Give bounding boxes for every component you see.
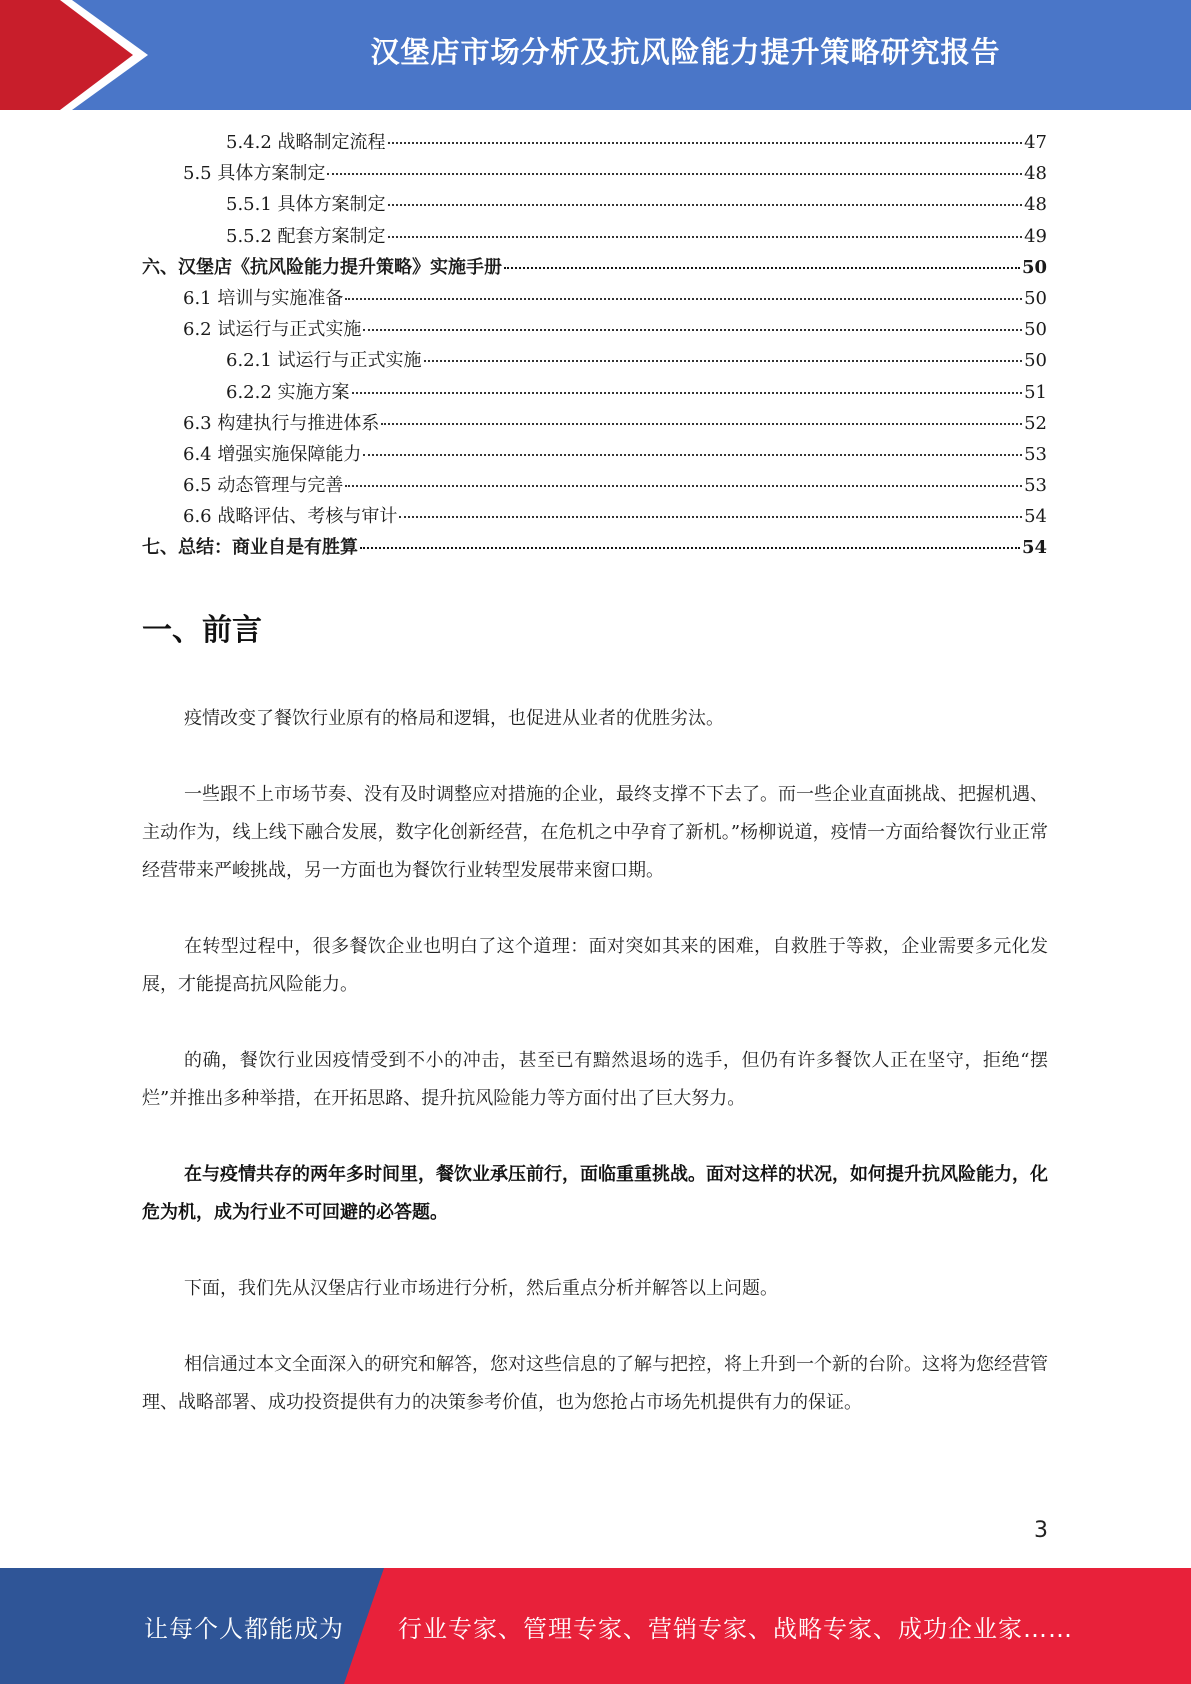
- toc-leader-dots: [388, 204, 1023, 206]
- toc-leader-dots: [345, 485, 1022, 487]
- toc-entry[interactable]: [142, 222, 1047, 253]
- toc-entry[interactable]: [142, 409, 1047, 440]
- toc-entry-page: 47: [1024, 132, 1047, 153]
- toc-entry[interactable]: [142, 284, 1047, 315]
- toc-entry-page: 52: [1024, 412, 1047, 434]
- toc-entry[interactable]: [142, 378, 1047, 409]
- toc-leader-dots: [363, 329, 1022, 331]
- toc-entry[interactable]: [142, 253, 1047, 284]
- body-paragraph: 一些跟不上市场节奏、没有及时调整应对措施的企业，最终支撑不下去了。而一些企业直面挑战、把握机遇、主动作为，线上线下融合发展，数字化创新经营，在危机之中孕育了新机。”杨柳说道，疫情一方面给餐饮行业正常经营带来严峻挑战，另一方面也为餐饮行业转型发展带来窗口期。: [142, 784, 1048, 881]
- toc-entry[interactable]: [142, 440, 1047, 471]
- toc-entry-label: 5.5.1 具体方案制定: [226, 194, 386, 216]
- table-of-contents: [142, 128, 1047, 565]
- toc-entry-label: 6.5 动态管理与完善: [183, 475, 344, 497]
- toc-entry-label: 6.4 增强实施保障能力: [183, 443, 362, 465]
- toc-leader-dots: [388, 142, 1023, 144]
- body-paragraph: 疫情改变了餐饮行业原有的格局和逻辑，也促进从业者的优胜劣汰。: [184, 708, 724, 729]
- toc-entry-label: 6.1 培训与实施准备: [183, 287, 344, 309]
- page-header: [0, 0, 1191, 110]
- toc-entry-label: 5.5.2 配套方案制定: [226, 225, 386, 247]
- toc-entry-label: 6.6 战略评估、考核与审计: [183, 506, 398, 528]
- toc-leader-dots: [399, 516, 1022, 518]
- toc-entry[interactable]: [142, 502, 1047, 533]
- footer-slogan-right: 行业专家、管理专家、营销专家、战略专家、成功企业家……: [398, 1614, 1073, 1643]
- toc-leader-dots: [381, 423, 1022, 425]
- section-heading: 一、前言: [142, 613, 262, 648]
- toc-entry[interactable]: [142, 159, 1047, 190]
- toc-entry-label: 5.5 具体方案制定: [183, 163, 326, 185]
- toc-entry-label: 6.3 构建执行与推进体系: [183, 412, 380, 434]
- toc-entry-page: 50: [1024, 350, 1047, 372]
- toc-entry-label: 七、总结：商业自是有胜算: [142, 537, 358, 559]
- body-content: [142, 700, 1048, 1460]
- toc-leader-dots: [424, 360, 1023, 362]
- toc-entry-page: 49: [1024, 225, 1047, 247]
- toc-entry-page: 50: [1024, 287, 1047, 309]
- toc-entry-page: 48: [1024, 163, 1047, 185]
- body-paragraph: 的确，餐饮行业因疫情受到不小的冲击，甚至已有黯然退场的选手，但仍有许多餐饮人正在坚守，拒绝“摆烂”并推出多种举措，在开拓思路、提升抗风险能力等方面付出了巨大努力。: [142, 1050, 1048, 1109]
- toc-entry-page: 48: [1024, 194, 1047, 216]
- toc-entry-label: 6.2.2 实施方案: [226, 381, 350, 403]
- report-title: 汉堡店市场分析及抗风险能力提升策略研究报告: [370, 34, 1001, 69]
- toc-entry[interactable]: [142, 190, 1047, 221]
- toc-leader-dots: [504, 267, 1020, 269]
- toc-entry-label: 5.4.2 战略制定流程: [226, 132, 386, 153]
- body-paragraph: 相信通过本文全面深入的研究和解答，您对这些信息的了解与把控，将上升到一个新的台阶。这将为您经营管理、战略部署、成功投资提供有力的决策参考价值，也为您抢占市场先机提供有力的保证。: [142, 1354, 1048, 1413]
- toc-leader-dots: [352, 392, 1023, 394]
- toc-leader-dots: [345, 298, 1022, 300]
- toc-entry-page: 53: [1024, 475, 1047, 497]
- toc-entry-label: 六、汉堡店《抗风险能力提升策略》实施手册: [142, 256, 502, 278]
- toc-entry[interactable]: [142, 533, 1047, 564]
- toc-entry[interactable]: [142, 471, 1047, 502]
- toc-entry-page: 51: [1024, 381, 1047, 403]
- toc-entry-page: 50: [1024, 319, 1047, 341]
- toc-entry-page: 50: [1021, 256, 1047, 278]
- toc-entry[interactable]: [142, 315, 1047, 346]
- footer-slogan-left: 让每个人都能成为: [144, 1614, 344, 1643]
- toc-leader-dots: [327, 173, 1022, 175]
- toc-entry-page: 53: [1024, 443, 1047, 465]
- toc-leader-dots: [363, 454, 1022, 456]
- toc-entry-label: 6.2.1 试运行与正式实施: [226, 350, 422, 372]
- toc-entry[interactable]: [142, 128, 1047, 159]
- toc-entry-page: 54: [1024, 506, 1047, 528]
- body-paragraph: 下面，我们先从汉堡店行业市场进行分析，然后重点分析并解答以上问题。: [184, 1278, 778, 1299]
- toc-entry-label: 6.2 试运行与正式实施: [183, 319, 362, 341]
- toc-leader-dots: [388, 236, 1023, 238]
- toc-entry-page: 54: [1021, 537, 1047, 559]
- toc-entry[interactable]: [142, 346, 1047, 377]
- page-number: 3: [1034, 1518, 1048, 1543]
- page-footer: [0, 1568, 1191, 1684]
- body-paragraph: 在转型过程中，很多餐饮企业也明白了这个道理：面对突如其来的困难，自救胜于等救，企业需要多元化发展，才能提高抗风险能力。: [142, 936, 1048, 995]
- body-paragraph: 在与疫情共存的两年多时间里，餐饮业承压前行，面临重重挑战。面对这样的状况，如何提升抗风险能力，化危为机，成为行业不可回避的必答题。: [142, 1164, 1048, 1223]
- toc-leader-dots: [360, 547, 1020, 549]
